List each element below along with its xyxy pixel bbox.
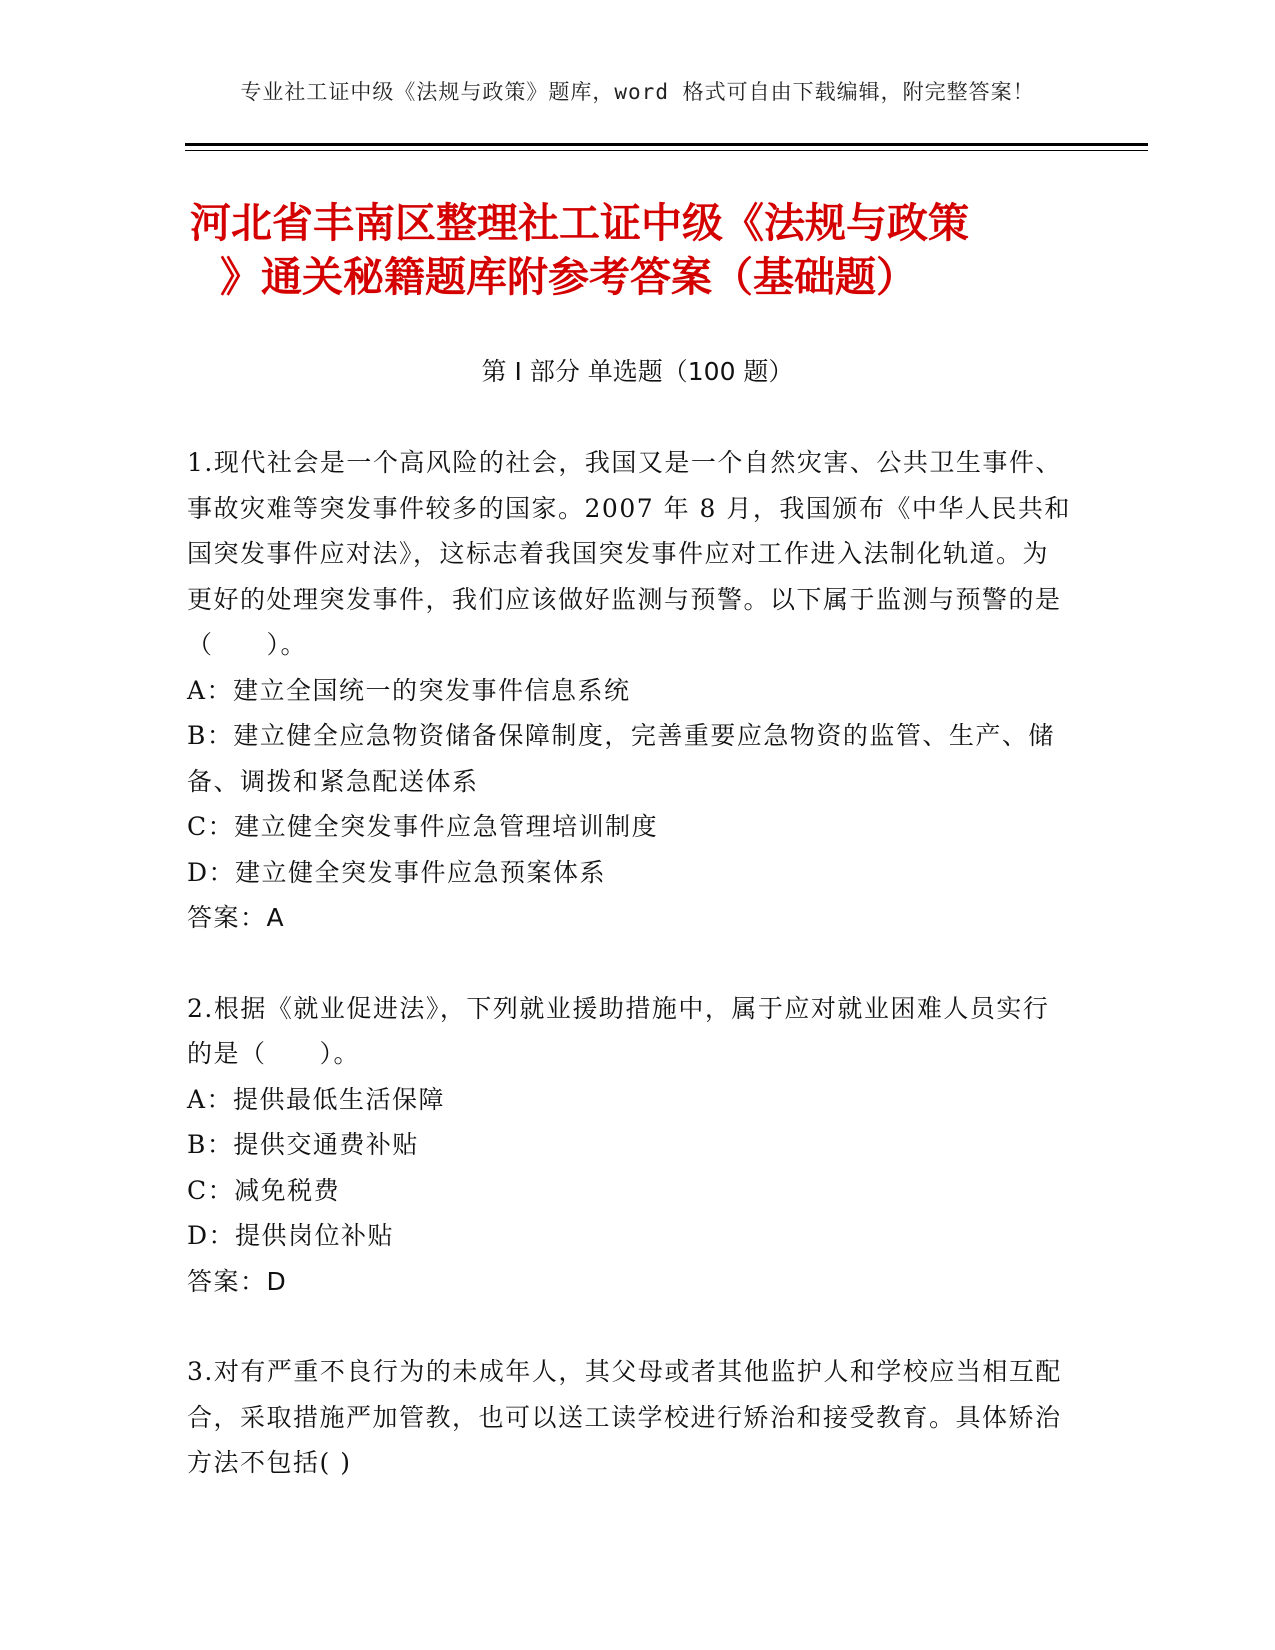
question-stem: 1.现代社会是一个高风险的社会，我国又是一个自然灾害、公共卫生事件、事故灾难等突发事件较多的国家。2007 年 8 月，我国颁布《中华人民共和国突发事件应对法》，这标志着我国突发事件应对工作进入法制化轨道。为更好的处理突发事件，我们应该做好监测与预警。以下属于监测与预警的是（ ）。 [187, 448, 1071, 659]
option-c: C：建立健全突发事件应急管理培训制度 [187, 812, 659, 841]
question-block [187, 440, 1072, 941]
section-heading: 第 I 部分 单选题（100 题） [481, 357, 794, 386]
question-stem: 3.对有严重不良行为的未成年人，其父母或者其他监护人和学校应当相互配合，采取措施严加管教，也可以送工读学校进行矫治和接受教育。具体矫治方法不包括( ) [187, 1357, 1062, 1477]
answer-line: 答案：A [187, 903, 286, 932]
question-list [187, 440, 1072, 1486]
option-a: A：提供最低生活保障 [187, 1084, 446, 1114]
option-b: B：提供交通费补贴 [187, 1130, 419, 1159]
title-line-2: 》通关秘籍题库附参考答案（基础题） [220, 253, 917, 301]
option-d: D：提供岗位补贴 [187, 1221, 395, 1250]
answer-line: 答案：D [187, 1266, 288, 1296]
document-title [190, 196, 1090, 304]
question-block [187, 1349, 1072, 1486]
header-note: 专业社工证中级《法规与政策》题库，word 格式可自由下载编辑，附完整答案！ [240, 80, 1035, 104]
option-d: D：建立健全突发事件应急预案体系 [187, 857, 607, 887]
title-line-1: 河北省丰南区整理社工证中级《法规与政策 [190, 199, 969, 247]
header-divider [185, 143, 1148, 146]
option-b: B：建立健全应急物资储备保障制度，完善重要应急物资的监管、生产、储备、调拨和紧急配送体系 [187, 721, 1055, 796]
question-block [187, 986, 1072, 1305]
question-stem: 2.根据《就业促进法》，下列就业援助措施中，属于应对就业困难人员实行的是（ ）。 [187, 993, 1050, 1068]
header-divider-thin [185, 150, 1148, 151]
option-a: A：建立全国统一的突发事件信息系统 [187, 675, 631, 705]
option-c: C：减免税费 [187, 1175, 341, 1205]
